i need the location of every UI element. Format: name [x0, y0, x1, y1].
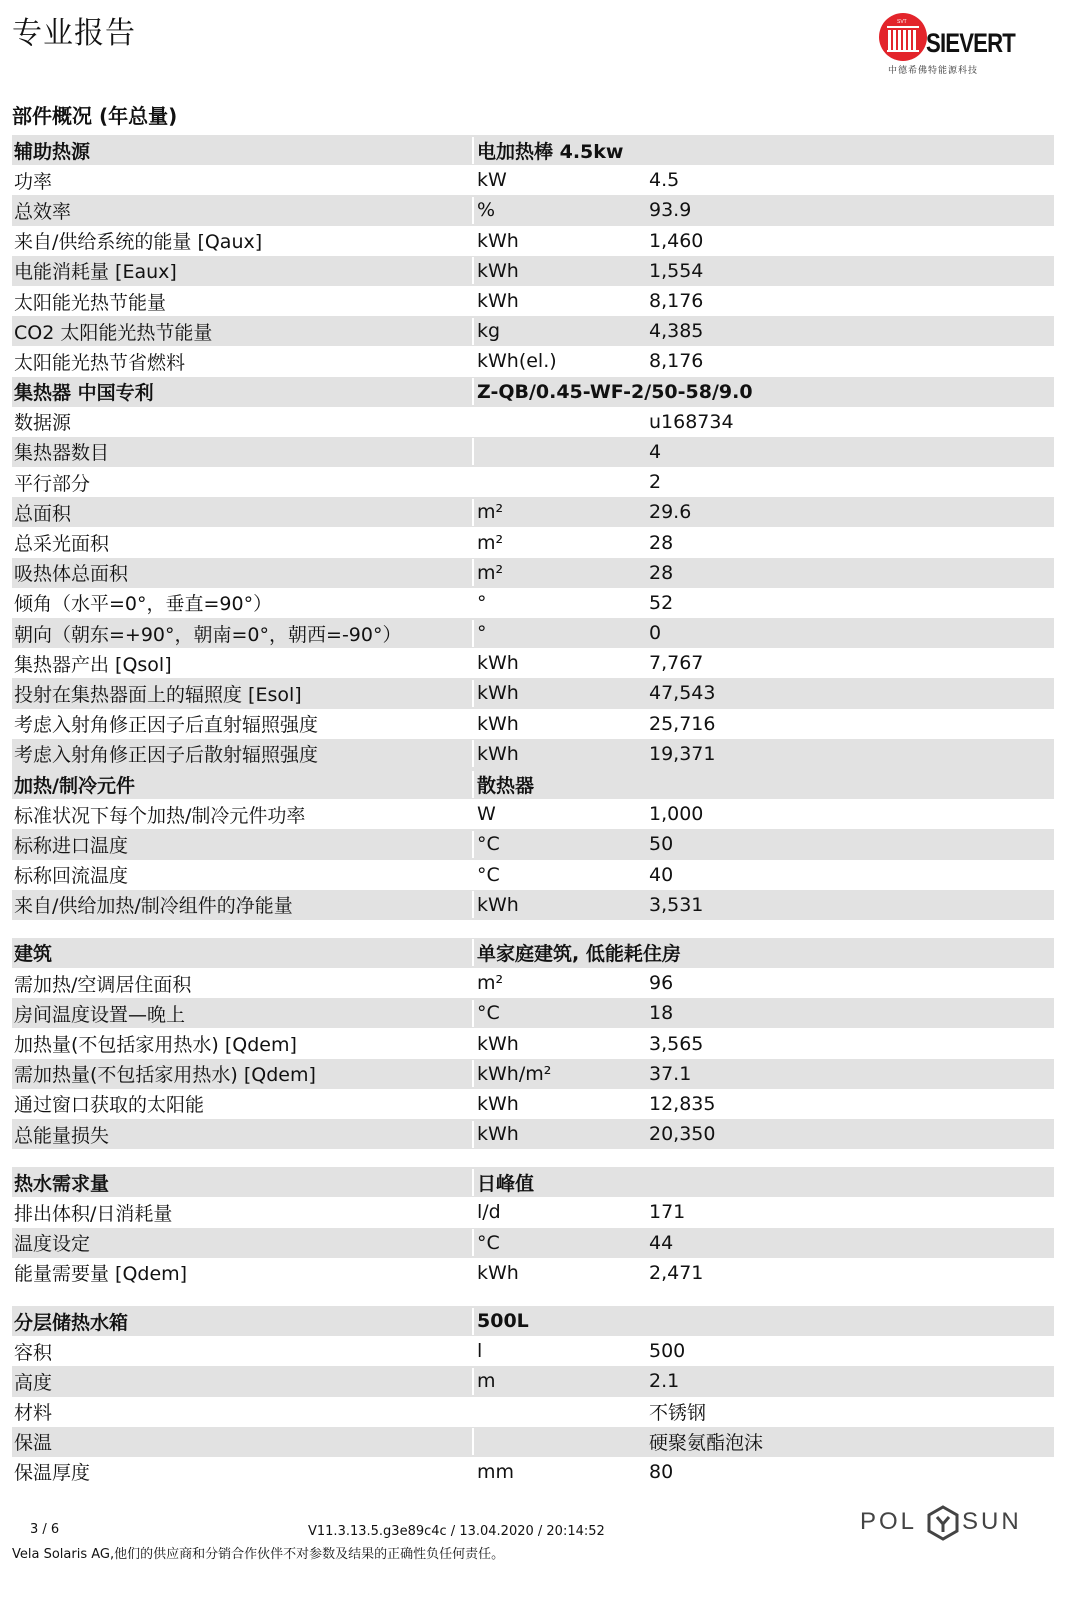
- table-row: [12, 1089, 1054, 1119]
- group-value: 日峰值: [477, 1172, 535, 1195]
- row-unit: kWh: [477, 1092, 519, 1115]
- row-value: 171: [649, 1201, 686, 1224]
- row-unit: °: [477, 591, 487, 614]
- row-unit: m²: [477, 972, 504, 995]
- row-unit: °C: [477, 1002, 500, 1025]
- row-value: 47,543: [649, 682, 716, 705]
- table-row: [12, 829, 1054, 859]
- table-row: [12, 286, 1054, 316]
- row-value: 28: [649, 531, 674, 554]
- row-label: 总效率: [12, 197, 474, 224]
- row-value: 2: [649, 471, 662, 494]
- group-spacer: [12, 1288, 1054, 1306]
- row-unit: °C: [477, 1231, 500, 1254]
- row-value: 20,350: [649, 1123, 716, 1146]
- row-label: 投射在集热器面上的辐照度 [Esol]: [12, 680, 474, 707]
- row-label: 数据源: [12, 408, 474, 435]
- row-label: 需加热量(不包括家用热水) [Qdem]: [12, 1060, 474, 1087]
- row-value: 80: [649, 1460, 674, 1483]
- page-number: 3 / 6: [30, 1522, 60, 1537]
- row-label: 能量需要量 [Qdem]: [12, 1259, 474, 1286]
- row-label: 总能量损失: [12, 1121, 474, 1148]
- row-label: 通过窗口获取的太阳能: [12, 1090, 474, 1117]
- row-unit: mm: [477, 1460, 515, 1483]
- table-row: [12, 739, 1054, 769]
- table-row: [12, 1397, 1054, 1427]
- row-unit: W: [477, 803, 496, 826]
- table-row: [12, 256, 1054, 286]
- group-header-row: [12, 769, 1054, 799]
- row-value: 7,767: [649, 652, 704, 675]
- component-summary-table: [12, 135, 1054, 1487]
- row-unit: l/d: [477, 1201, 501, 1224]
- row-label: 温度设定: [12, 1229, 474, 1256]
- row-label: 总采光面积: [12, 529, 474, 556]
- table-row: [12, 558, 1054, 588]
- table-row: [12, 1336, 1054, 1366]
- table-row: [12, 1228, 1054, 1258]
- row-label: 考虑入射角修正因子后散射辐照强度: [12, 740, 474, 767]
- row-unit: kWh: [477, 682, 519, 705]
- table-row: [12, 1427, 1054, 1457]
- row-unit: kWh: [477, 742, 519, 765]
- row-unit: m²: [477, 531, 504, 554]
- row-label: 标准状况下每个加热/制冷元件功率: [12, 801, 474, 828]
- row-value: 12,835: [649, 1092, 716, 1115]
- row-unit: kWh: [477, 1261, 519, 1284]
- table-row: [12, 467, 1054, 497]
- row-value: 40: [649, 863, 674, 886]
- row-value: 0: [649, 622, 662, 645]
- row-label: 倾角（水平=0°，垂直=90°）: [12, 589, 474, 616]
- row-value: 2.1: [649, 1370, 680, 1393]
- table-row: [12, 678, 1054, 708]
- row-unit: kWh: [477, 259, 519, 282]
- table-row: [12, 1197, 1054, 1227]
- group-header-row: [12, 135, 1054, 165]
- row-unit: kWh(el.): [477, 350, 557, 373]
- table-row: [12, 1457, 1054, 1487]
- row-value: 4,385: [649, 320, 704, 343]
- row-unit: l: [477, 1340, 483, 1363]
- row-unit: kW: [477, 169, 507, 192]
- row-label: 功率: [12, 167, 474, 194]
- row-unit: kWh: [477, 229, 519, 252]
- group-name: 热水需求量: [12, 1169, 474, 1196]
- group-header-row: [12, 938, 1054, 968]
- table-row: [12, 648, 1054, 678]
- row-label: 太阳能光热节能量: [12, 288, 474, 315]
- row-label: 电能消耗量 [Eaux]: [12, 257, 474, 284]
- table-row: [12, 890, 1054, 920]
- row-unit: kWh: [477, 712, 519, 735]
- row-unit: kWh: [477, 1032, 519, 1055]
- row-unit: kWh: [477, 652, 519, 675]
- row-label: 房间温度设置—晚上: [12, 1000, 474, 1027]
- table-row: [12, 799, 1054, 829]
- row-unit: °: [477, 622, 487, 645]
- row-value: 1,000: [649, 803, 704, 826]
- report-title: 专业报告: [12, 16, 136, 51]
- row-label: 朝向（朝东=+90°，朝南=0°，朝西=-90°）: [12, 620, 474, 647]
- table-row: [12, 618, 1054, 648]
- group-value: 散热器: [477, 774, 535, 797]
- row-label: 需加热/空调居住面积: [12, 970, 474, 997]
- row-unit: kg: [477, 320, 501, 343]
- row-unit: kWh: [477, 893, 519, 916]
- table-row: [12, 346, 1054, 376]
- row-value: 500: [649, 1340, 686, 1363]
- group-value: 单家庭建筑, 低能耗住房: [477, 943, 681, 966]
- table-row: [12, 860, 1054, 890]
- group-header-row: [12, 1306, 1054, 1336]
- logo-subtitle: 中德希佛特能源科技: [888, 66, 979, 76]
- row-unit: kWh: [477, 290, 519, 313]
- row-label: 吸热体总面积: [12, 559, 474, 586]
- row-unit: kWh: [477, 1123, 519, 1146]
- row-value: 硬聚氨酯泡沫: [649, 1432, 764, 1455]
- table-row: [12, 165, 1054, 195]
- row-value: 93.9: [649, 199, 692, 222]
- row-unit: m²: [477, 561, 504, 584]
- row-value: 4.5: [649, 169, 680, 192]
- row-unit: %: [477, 199, 496, 222]
- row-label: 平行部分: [12, 469, 474, 496]
- group-spacer: [12, 1149, 1054, 1167]
- table-row: [12, 497, 1054, 527]
- table-row: [12, 1059, 1054, 1089]
- row-label: 排出体积/日消耗量: [12, 1199, 474, 1226]
- group-name: 加热/制冷元件: [12, 771, 474, 798]
- row-value: 52: [649, 591, 674, 614]
- polysun-logo-left: POL: [860, 1508, 918, 1535]
- table-row: [12, 226, 1054, 256]
- row-label: 总面积: [12, 499, 474, 526]
- row-label: CO2 太阳能光热节能量: [12, 318, 474, 345]
- row-label: 标称进口温度: [12, 831, 474, 858]
- table-row: [12, 1258, 1054, 1288]
- group-name: 辅助热源: [12, 137, 474, 164]
- table-row: [12, 998, 1054, 1028]
- group-value: 500L: [477, 1310, 529, 1333]
- row-label: 考虑入射角修正因子后直射辐照强度: [12, 710, 474, 737]
- row-value: 37.1: [649, 1062, 692, 1085]
- group-name: 分层储热水箱: [12, 1308, 474, 1335]
- row-value: 4: [649, 440, 662, 463]
- section-title: 部件概况 (年总量): [12, 104, 178, 128]
- logo-badge: SVT: [897, 19, 907, 25]
- row-label: 来自/供给加热/制冷组件的净能量: [12, 891, 474, 918]
- row-value: 8,176: [649, 350, 704, 373]
- row-value: 50: [649, 833, 674, 856]
- row-label: 来自/供给系统的能量 [Qaux]: [12, 227, 474, 254]
- table-row: [12, 1366, 1054, 1396]
- table-row: [12, 1119, 1054, 1149]
- disclaimer: Vela Solaris AG,他们的供应商和分销合作伙伴不对参数及结果的正确性负任何责任。: [12, 1547, 505, 1562]
- row-value: 44: [649, 1231, 674, 1254]
- sievert-logo: [878, 12, 1038, 76]
- row-value: 不锈钢: [649, 1402, 707, 1425]
- row-value: 29.6: [649, 501, 692, 524]
- row-unit: m: [477, 1370, 496, 1393]
- row-value: u168734: [649, 410, 734, 433]
- group-spacer: [12, 920, 1054, 938]
- table-row: [12, 407, 1054, 437]
- group-header-row: [12, 377, 1054, 407]
- row-value: 8,176: [649, 290, 704, 313]
- row-label: 太阳能光热节省燃料: [12, 348, 474, 375]
- row-unit: m²: [477, 501, 504, 524]
- row-value: 96: [649, 972, 674, 995]
- row-label: 容积: [12, 1338, 474, 1365]
- table-row: [12, 1028, 1054, 1058]
- row-label: 标称回流温度: [12, 861, 474, 888]
- table-row: [12, 437, 1054, 467]
- row-value: 28: [649, 561, 674, 584]
- group-name: 集热器 中国专利: [12, 378, 474, 405]
- row-value: 18: [649, 1002, 674, 1025]
- version-info: V11.3.13.5.g3e89c4c / 13.04.2020 / 20:14:52: [308, 1524, 605, 1539]
- row-value: 2,471: [649, 1261, 704, 1284]
- row-label: 集热器数目: [12, 438, 474, 465]
- row-label: 集热器产出 [Qsol]: [12, 650, 474, 677]
- table-row: [12, 316, 1054, 346]
- row-label: 保温: [12, 1428, 474, 1455]
- table-row: [12, 968, 1054, 998]
- row-label: 保温厚度: [12, 1458, 474, 1485]
- row-label: 加热量(不包括家用热水) [Qdem]: [12, 1030, 474, 1057]
- row-value: 1,460: [649, 229, 704, 252]
- group-header-row: [12, 1167, 1054, 1197]
- table-row: [12, 195, 1054, 225]
- group-value: 电加热棒 4.5kw: [477, 140, 624, 163]
- row-value: 25,716: [649, 712, 716, 735]
- row-value: 3,531: [649, 893, 704, 916]
- table-row: [12, 527, 1054, 557]
- row-value: 3,565: [649, 1032, 704, 1055]
- row-unit: kWh/m²: [477, 1062, 552, 1085]
- polysun-hexagon-icon: [926, 1505, 960, 1541]
- row-value: 1,554: [649, 259, 704, 282]
- group-value: Z-QB/0.45-WF-2/50-58/9.0: [477, 380, 753, 403]
- table-row: [12, 709, 1054, 739]
- polysun-logo: [860, 1502, 1022, 1542]
- table-row: [12, 588, 1054, 618]
- polysun-logo-right: SUN: [962, 1508, 1022, 1535]
- row-unit: °C: [477, 833, 500, 856]
- group-name: 建筑: [12, 939, 474, 966]
- row-label: 高度: [12, 1368, 474, 1395]
- row-label: 材料: [12, 1398, 474, 1425]
- logo-wordmark: SIEVERT: [926, 28, 1015, 58]
- row-value: 19,371: [649, 742, 716, 765]
- row-unit: °C: [477, 863, 500, 886]
